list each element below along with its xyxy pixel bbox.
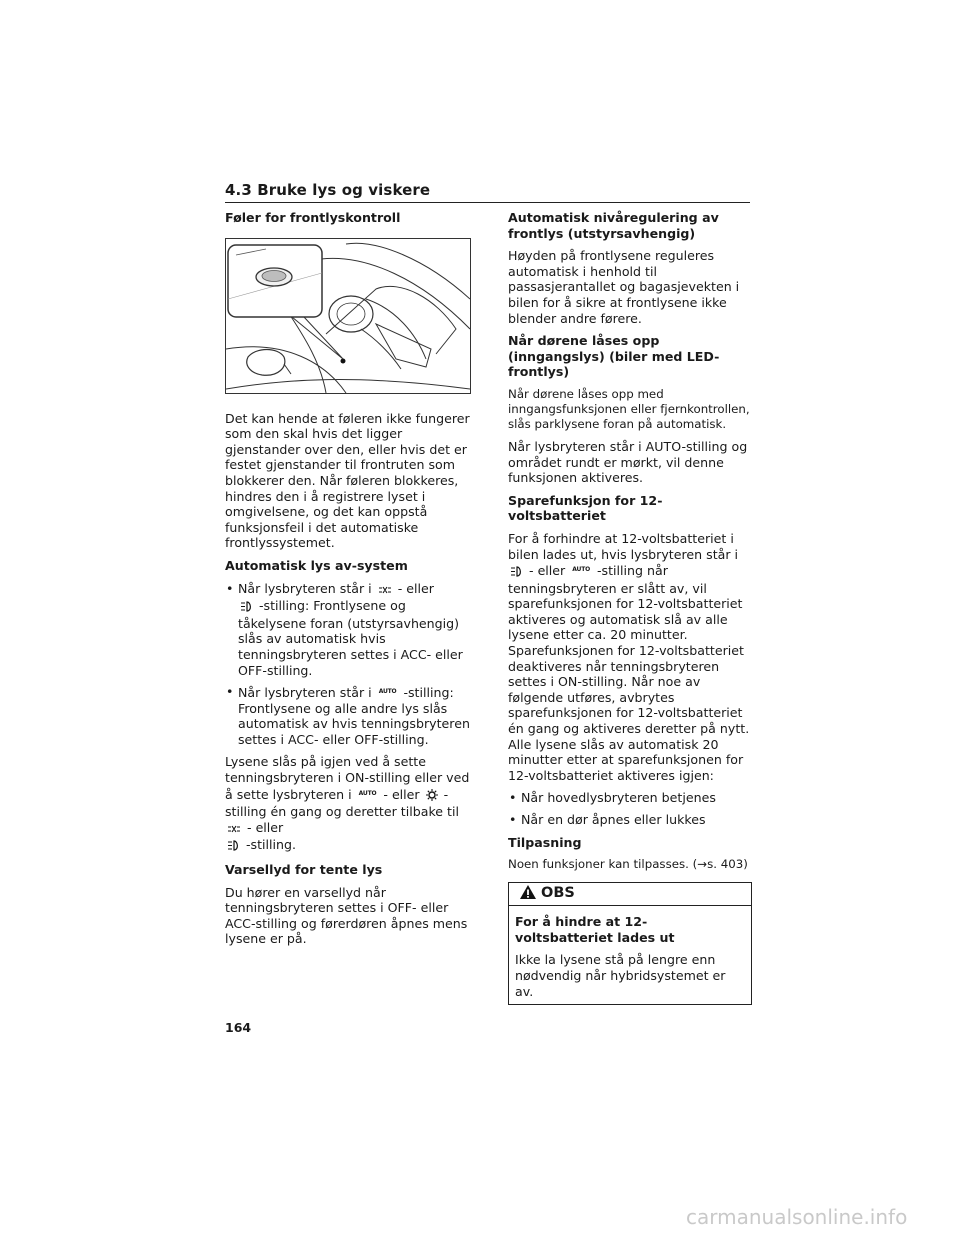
dashboard-drawing: [226, 239, 470, 393]
obs-title: For å hindre at 12-voltsbatteriet lades ut: [515, 914, 675, 945]
leveling-paragraph: Høyden på frontlysene reguleres automatisk i henhold til passasjerantallet og bagasjevekten i bilen for å sikre at frontlysene ikke blender andre førere.: [508, 248, 740, 326]
headlights-icon: [510, 565, 523, 581]
light-switch-icon: [426, 789, 438, 805]
heading-auto-off: Automatisk lys av-system: [225, 557, 408, 573]
auto-icon: AUTO: [358, 789, 377, 797]
list-item: • Når en dør åpnes eller lukkes: [508, 812, 752, 828]
section-header: [225, 180, 750, 203]
door-unlock-paragraph-1: Når dørene låses opp med inngangsfunksjonen eller fjernkontrollen, slås parklysene foran på automatisk.: [508, 386, 750, 431]
heading-leveling: Automatisk nivåregulering av frontlys (utstyrsavhengig): [508, 210, 719, 241]
auto-icon: AUTO: [378, 688, 397, 696]
heading-customization: Tilpasning: [508, 834, 582, 850]
warning-sound-paragraph: Du hører en varsellyd når tenningsbryteren settes i OFF- eller ACC-stilling og førerdøren åpnes mens lysene er på.: [225, 884, 468, 947]
battery-saver-paragraph: For å forhindre at 12-voltsbatteriet i bilen lades ut, hvis lysbryteren står i - eller $^{AUTO}$ -stilling når tenningsbryteren er slått av, vil sparefunksjonen for 12-voltsbatteriet aktiveres og automatisk slå av alle lysene etter ca. 20 minutter. Sparefunksjonen for 12-voltsbatteriet deaktiveres når tenningsbryteren settes i ON-stilling. Når noe av følgende utføres, avbrytes sparefunksjonen for 12-voltsbatteriet én gang og aktiveres deretter på nytt. Alle lysene slås av automatisk 20 minutter etter at sparefunksjonen for 12-voltsbatteriet aktiveres igjen:: [508, 530, 750, 783]
arrow-icon: →: [697, 857, 708, 872]
section-title: 4.3 Bruke lys og viskere: [225, 181, 431, 199]
obs-notice-box: [508, 882, 752, 1005]
parking-lights-icon: [378, 583, 392, 599]
door-unlock-paragraph-2: Når lysbryteren står i AUTO-stilling og området rundt er mørkt, vil denne funksjonen aktiveres.: [508, 438, 748, 486]
heading-warning-sound: Varsellyd for tente lys: [225, 862, 383, 878]
obs-text: Ikke la lysene stå på lengre enn nødvendig når hybridsystemet er av.: [515, 952, 726, 999]
obs-header: [509, 883, 751, 906]
auto-icon: AUTO: [572, 566, 590, 574]
obs-body: [509, 906, 751, 1004]
heading-sensor: Føler for frontlyskontroll: [225, 210, 401, 225]
parking-lights-icon: [227, 822, 241, 838]
sensor-illustration: [225, 238, 471, 394]
sensor-paragraph: Det kan hende at føleren ikke fungerer som den skal hvis det ligger gjenstander over den, eller hvis det er festet gjenstander til frontruten som blokkerer den. Når føleren blokkeres, hindres den i å registrere lyset i omgivelsene, og det kan oppstå funksjonsfeil i det automatiske frontlyssystemet.: [225, 410, 470, 551]
watermark: carmanualsonline.info: [686, 1205, 908, 1229]
auto-off-list: [225, 581, 470, 748]
headlights-icon: [240, 600, 253, 616]
left-column: [225, 210, 470, 954]
customization-paragraph: Noen funksjoner kan tilpasses. (→s. 403): [508, 857, 748, 872]
heading-battery-saver: Sparefunksjon for 12-voltsbatteriet: [508, 492, 663, 524]
right-column: [508, 210, 752, 1005]
battery-saver-list: [508, 790, 752, 827]
headlights-icon: [227, 839, 240, 855]
warning-triangle-icon: [519, 884, 537, 904]
heading-door-unlock: Når dørene låses opp (inngangslys) (biler med LED-frontlys): [508, 333, 720, 380]
list-item: • Når lysbryteren står i $^{AUTO}$ -stilling: Frontlysene og alle andre lys slås automatisk av hvis tenningsbryteren settes i ACC- eller OFF-stilling.: [225, 684, 470, 747]
list-item: • Når hovedlysbryteren betjenes: [508, 790, 752, 806]
page-number: 164: [225, 1020, 252, 1035]
list-item: • Når lysbryteren står i - eller -stilling: Frontlysene og tåkelysene foran (utstyrsavhengig) slås av automatisk hvis tenningsbryteren settes i ACC- eller OFF-stilling.: [225, 581, 470, 679]
lights-on-again-paragraph: Lysene slås på igjen ved å sette tenningsbryteren i ON-stilling eller ved å sette lysbryteren i $^{AUTO}$ - eller -stilling én gang og deretter tilbake til - eller -stilling.: [225, 754, 470, 855]
obs-label: OBS: [541, 885, 575, 902]
